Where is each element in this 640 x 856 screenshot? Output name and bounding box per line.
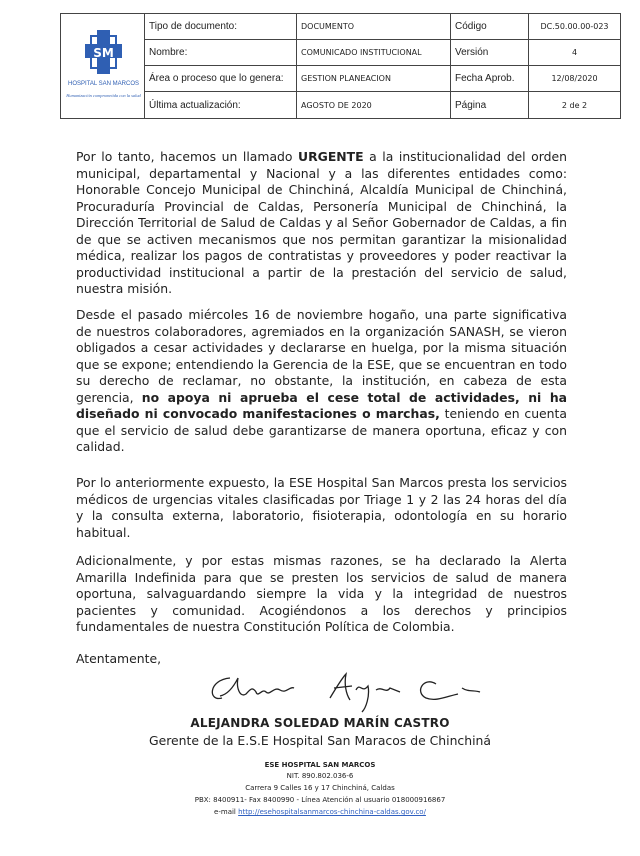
area-value: GESTION PLANEACION — [297, 66, 451, 92]
paragraph-services: Por lo anteriormente expuesto, la ESE Hospital San Marcos presta los servicios médicos de urgencias vitales clasificadas por Triage 1 y 2 las 24 horas del día y la consulta externa, laboratorio, fisioterapia, odontología en su horario habitual. — [76, 475, 567, 540]
logo-tagline: Humanización comprometida con la salud — [66, 93, 141, 98]
paragraph-text: Por lo tanto, hacemos un llamado — [76, 149, 299, 164]
doc-type-value: DOCUMENTO — [297, 14, 451, 40]
version-label: Versión — [451, 40, 529, 66]
strike-emphasis: no apoya ni aprueba el cese total de actividades, ni ha diseñado ni convocado manifestaciones o marchas, — [76, 389, 567, 421]
signer-title: Gerente de la E.S.E Hospital San Maracos de Chinchiná — [149, 733, 491, 748]
name-value: COMUNICADO INSTITUCIONAL — [297, 40, 451, 66]
email-label: e-mail — [214, 808, 236, 816]
version-value: 4 — [529, 40, 620, 66]
page-label: Página — [451, 92, 529, 118]
logo-initials: SM — [93, 46, 114, 60]
code-value: DC.50.00.00-023 — [529, 14, 620, 40]
signer-name: ALEJANDRA SOLEDAD MARÍN CASTRO — [190, 716, 450, 730]
closing-salutation: Atentamente, — [76, 651, 162, 666]
footer-email-line — [0, 807, 640, 818]
hospital-logo-cell — [61, 14, 145, 118]
area-label: Área o proceso que lo genera: — [145, 66, 297, 92]
page-value: 2 de 2 — [561, 100, 588, 110]
hospital-logo-icon — [61, 14, 146, 118]
last-update-label: Última actualización: — [145, 92, 297, 118]
header-grid — [145, 14, 620, 118]
paragraph-text: Desde el pasado miércoles 16 de noviembre hogaño, una parte significativa de nuestros colaboradores, agremiados en la organización SANASH, se vieron obligados a cesar actividades y declararse en huelga, por la misma situación que se expone; entendiendo la Gerencia de la ESE, que se encuentran en todo su derecho de reclamar, no obstante, la institución, en cabeza de esta gerencia, — [76, 307, 567, 405]
footer-phone: PBX: 8400911- Fax 8400990 - Línea Atención al usuario 018000916867 — [194, 796, 446, 804]
paragraph-strike — [76, 307, 567, 456]
urgent-emphasis: URGENTE — [298, 149, 364, 164]
paragraph-urgent-call — [76, 149, 567, 298]
footer-nit: NIT. 890.802.036-6 — [286, 772, 354, 780]
website-link[interactable]: http://esehospitalsanmarcos-chinchina-caldas.gov.co/ — [238, 808, 426, 816]
paragraph-text: teniendo en cuenta que el servicio de salud debe garantizarse de manera oportuna, eficaz y con calidad. — [76, 406, 567, 454]
code-label: Código — [451, 14, 529, 40]
last-update-value: AGOSTO DE 2020 — [297, 92, 451, 118]
handwritten-signature — [200, 668, 500, 718]
paragraph-alert: Adicionalmente, y por estas mismas razones, se ha declarado la Alerta Amarilla Indefinida para que se presten los servicios de salud de manera oportuna, salvaguardando siempre la vida y la integridad de nuestros pacientes y comunidad. Acogiéndonos a los derechos y principios fundamentales de nuestra Constitución Política de Colombia. — [76, 553, 567, 634]
document-header-table — [60, 13, 621, 119]
name-label: Nombre: — [145, 40, 297, 66]
logo-name: HOSPITAL SAN MARCOS — [67, 81, 140, 87]
footer-address: Carrera 9 Calles 16 y 17 Chinchiná, Caldas — [245, 784, 395, 792]
doc-type-label: Tipo de documento: — [145, 14, 297, 40]
footer-institution: ESE HOSPITAL SAN MARCOS — [264, 761, 376, 769]
paragraph-text: a la institucionalidad del orden municipal, departamental y Nacional y a las diferentes entidades como: Honorable Concejo Municipal de Chinchiná, Alcaldía Municipal de Chinchiná, Procuraduría Provincial de Caldas, Personería Municipal de Chinchiná, la Dirección Territorial de Salud de Caldas y al Señor Gobernador de Caldas, a fin de que se activen mecanismos que nos permitan garantizar la misionalidad médica, realizar los pagos de contratistas y proveedores y poder reactivar la productividad institucional a partir de la prestación del servicio de salud, nuestra misión. — [76, 149, 567, 296]
approval-date-value: 12/08/2020 — [529, 66, 620, 92]
approval-date-label: Fecha Aprob. — [451, 66, 529, 92]
